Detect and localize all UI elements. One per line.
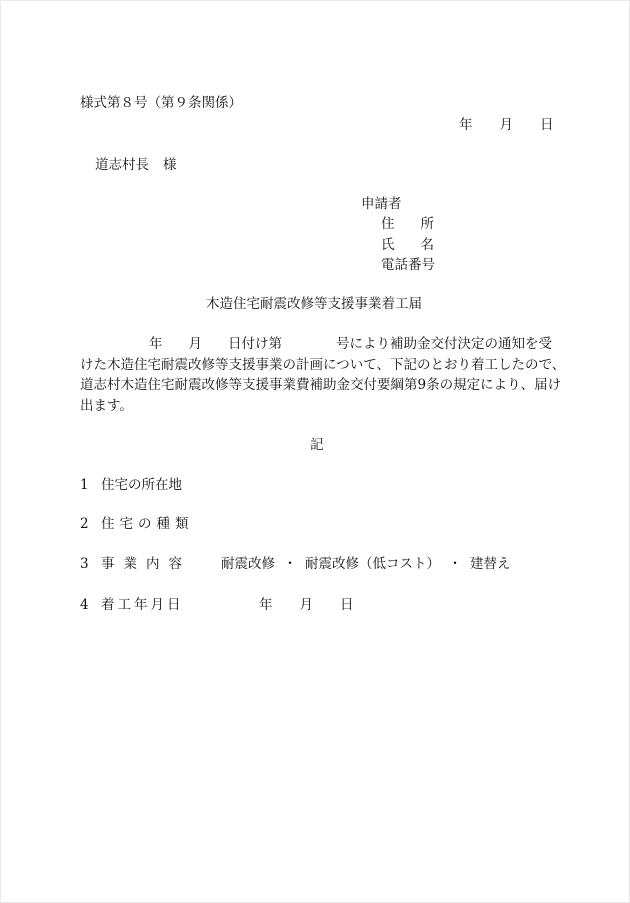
item-project-content (80, 558, 191, 572)
date-year: 年 (459, 117, 473, 133)
start-year: 年 (259, 597, 273, 613)
item-number: 1 (80, 477, 89, 493)
body-line (149, 338, 552, 352)
option-separator: ・ (448, 556, 462, 572)
applicant-phone-label: 電話番号 (381, 257, 435, 273)
ki-marker: 記 (310, 437, 324, 453)
item-number: 3 (80, 556, 89, 572)
item-location (80, 479, 182, 493)
item-label: 事業内容 (101, 556, 191, 572)
item-label: 住宅の所在地 (101, 477, 182, 493)
item-house-type (80, 518, 194, 532)
project-options (221, 558, 511, 572)
option-low-cost-retrofit[interactable]: 耐震改修（低コスト） (305, 556, 440, 572)
applicant-address-label: 住 所 (381, 216, 434, 232)
body-line: 道志村木造住宅耐震改修等支援事業費補助金交付要綱第9条の規定により、届け (80, 377, 562, 393)
document-title: 木造住宅耐震改修等支援事業着工届 (206, 296, 422, 312)
item-start-date (80, 599, 184, 613)
applicant-label: 申請者 (361, 196, 402, 212)
submission-date (459, 119, 554, 133)
form-number: 様式第８号（第９条関係） (80, 95, 242, 111)
start-month: 月 (299, 597, 313, 613)
item-label: 住宅の種類 (101, 516, 194, 532)
addressee (95, 159, 177, 173)
item-number: 4 (80, 597, 89, 613)
body-rest: 号により補助金交付決定の通知を受 (336, 336, 552, 352)
item-number: 2 (80, 516, 89, 532)
item-label: 着工年月日 (101, 597, 184, 613)
body-date-suffix: 日付け第 (228, 336, 282, 352)
date-month: 月 (499, 117, 513, 133)
body-year: 年 (149, 336, 163, 352)
body-month: 月 (188, 336, 202, 352)
option-separator: ・ (283, 556, 297, 572)
applicant-name-label: 氏 名 (381, 237, 434, 253)
addressee-name: 道志村長 (95, 157, 149, 173)
date-day: 日 (540, 117, 554, 133)
addressee-honorific: 様 (163, 157, 177, 173)
start-date-fields (259, 599, 354, 613)
start-day: 日 (340, 597, 354, 613)
option-seismic-retrofit[interactable]: 耐震改修 (221, 556, 275, 572)
body-line: けた木造住宅耐震改修等支援事業の計画について、下記のとおり着工したので、 (80, 357, 566, 373)
option-rebuild[interactable]: 建替え (470, 556, 511, 572)
body-line: 出ます。 (80, 398, 133, 414)
